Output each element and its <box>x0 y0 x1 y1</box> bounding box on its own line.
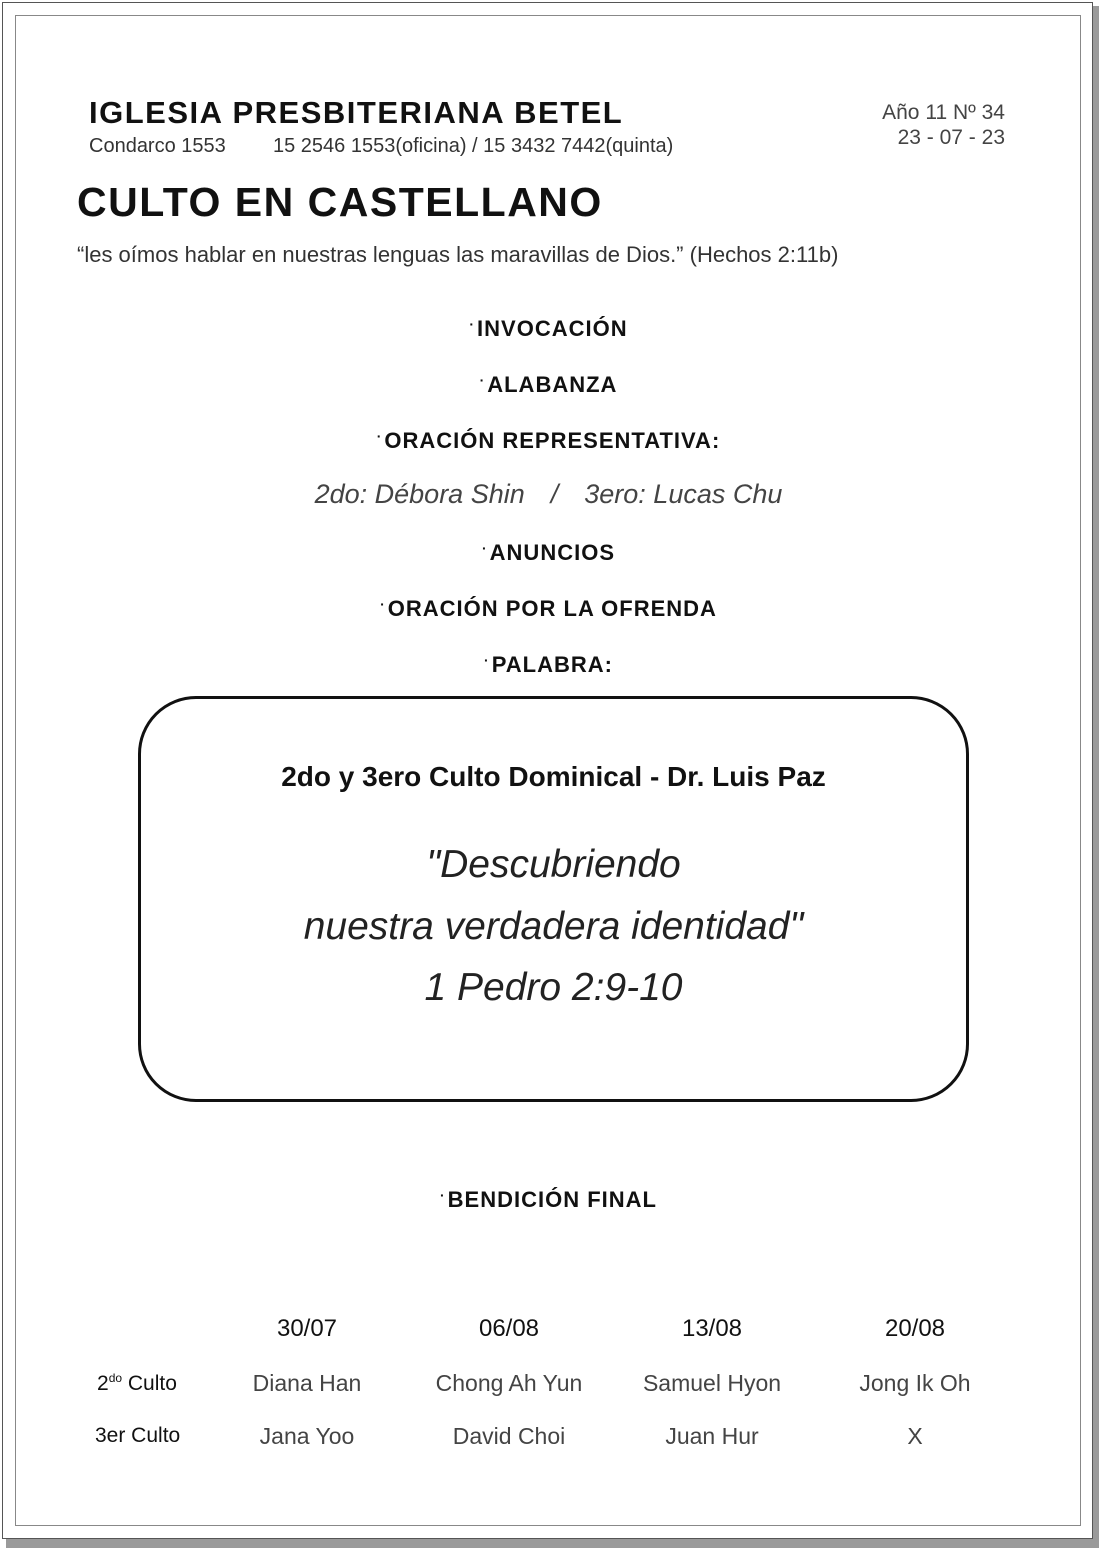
bullet: · <box>469 316 476 332</box>
order-label: ANUNCIOS <box>489 540 615 565</box>
liturgist-separator: / <box>550 479 559 509</box>
church-phones: 15 2546 1553(oficina) / 15 3432 7442(quinta) <box>273 135 674 157</box>
schedule-cell: X <box>907 1423 923 1449</box>
schedule-date: 20/08 <box>884 1315 946 1342</box>
church-address: Condarco 1553 <box>89 135 226 157</box>
bullet: · <box>376 428 383 444</box>
schedule-cell: Juan Hur <box>665 1423 759 1449</box>
order-label: ALABANZA <box>487 372 618 397</box>
order-alabanza <box>3 372 1094 398</box>
bulletin-page <box>2 2 1093 1539</box>
order-label: PALABRA: <box>491 652 613 677</box>
bullet: · <box>479 372 486 388</box>
schedule-cell: David Choi <box>452 1423 566 1449</box>
order-invocacion <box>3 316 1094 342</box>
schedule-date: 13/08 <box>681 1315 743 1342</box>
order-oracion-representativa <box>3 428 1094 454</box>
sermon-title-line1: "Descubriendo <box>426 843 681 886</box>
issue-number: Año 11 Nº 34 <box>882 101 1005 124</box>
schedule-date: 06/08 <box>478 1315 540 1342</box>
order-oracion-ofrenda <box>3 596 1094 622</box>
order-anuncios <box>3 540 1094 566</box>
schedule-row-label-3er: 3er Culto <box>95 1424 181 1447</box>
bullet: · <box>380 596 386 612</box>
issue-date: 23 - 07 - 23 <box>897 126 1005 149</box>
order-label: BENDICIÓN FINAL <box>447 1187 657 1212</box>
schedule-cell: Diana Han <box>252 1370 362 1396</box>
sermon-heading: 2do y 3ero Culto Dominical - Dr. Luis Paz <box>281 761 826 792</box>
label-text: Culto <box>122 1372 177 1395</box>
issue-info <box>863 100 1005 150</box>
sermon-title-line2: nuestra verdadera identidad" <box>303 905 804 948</box>
order-label: ORACIÓN REPRESENTATIVA: <box>384 428 721 453</box>
liturgists-line <box>3 479 1094 510</box>
order-bendicion <box>3 1187 1094 1213</box>
label-sup: do <box>108 1371 123 1385</box>
service-title: CULTO EN CASTELLANO <box>77 179 603 225</box>
schedule-cell: Chong Ah Yun <box>435 1370 583 1396</box>
schedule-cell: Samuel Hyon <box>642 1370 782 1396</box>
label-num: 2 <box>97 1372 109 1395</box>
schedule-date: 30/07 <box>276 1315 338 1342</box>
schedule-row-label-2do <box>97 1371 177 1396</box>
service-verse: “les oímos hablar en nuestras lenguas las maravillas de Dios.” (Hechos 2:11b) <box>77 242 839 267</box>
schedule-cell: Jana Yoo <box>259 1423 355 1449</box>
bullet: · <box>440 1187 446 1203</box>
order-label: INVOCACIÓN <box>477 316 628 341</box>
order-palabra <box>3 652 1094 678</box>
liturgist-2do: 2do: Débora Shin <box>314 479 525 509</box>
bullet: · <box>481 540 488 556</box>
liturgist-3ero: 3ero: Lucas Chu <box>584 479 783 509</box>
schedule-cell: Jong Ik Oh <box>859 1370 971 1396</box>
order-label: ORACIÓN POR LA OFRENDA <box>387 596 717 621</box>
church-name: IGLESIA PRESBITERIANA BETEL <box>89 95 624 130</box>
sermon-reference: 1 Pedro 2:9-10 <box>424 966 683 1009</box>
sermon-box <box>138 696 969 1102</box>
bullet: · <box>484 652 490 668</box>
